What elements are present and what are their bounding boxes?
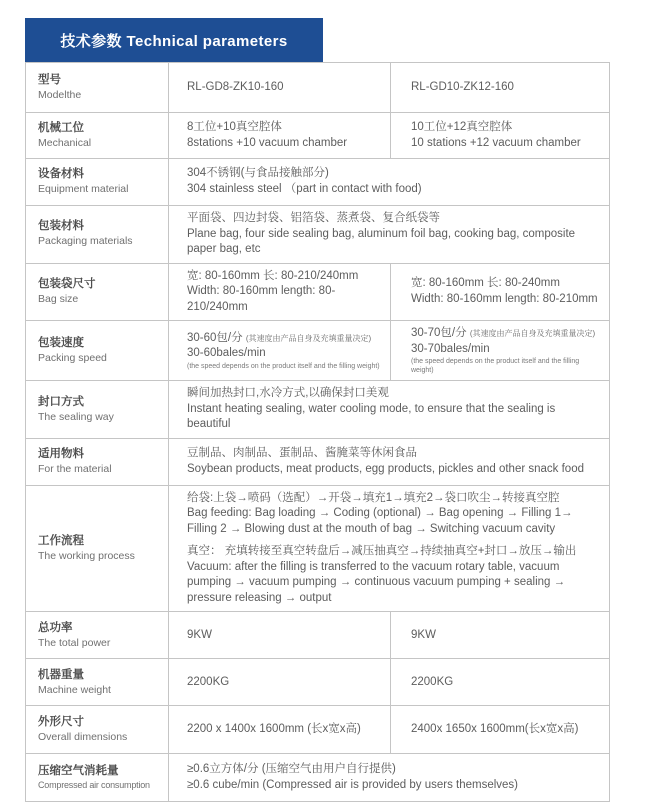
row-value-merged bbox=[169, 159, 610, 206]
label-en: Bag size bbox=[38, 292, 79, 305]
value-zh: 豆制品、肉制品、蛋制品、酱腌菜等休闲食品 bbox=[187, 447, 417, 460]
row-label bbox=[26, 263, 169, 321]
row-value-merged bbox=[169, 754, 610, 802]
label-en: The working process bbox=[38, 549, 135, 562]
value-text: 2200KG bbox=[187, 675, 230, 688]
label-en: For the material bbox=[38, 463, 112, 475]
label-zh: 机器重量 bbox=[38, 668, 84, 681]
row-value-merged bbox=[169, 485, 610, 612]
section-title-bar bbox=[25, 18, 323, 62]
value-en: 10 stations +12 vacuum chamber bbox=[411, 136, 581, 149]
label-zh: 总功率 bbox=[38, 621, 73, 634]
process-vacuum-zh: 真空： 充填转接至真空转盘后→减压抽真空→持续抽真空+封口→放压→输出 bbox=[187, 545, 577, 558]
row-value-col1 bbox=[169, 706, 391, 754]
row-value-col2 bbox=[391, 659, 610, 706]
row-label bbox=[26, 612, 169, 659]
label-zh: 包装袋尺寸 bbox=[38, 278, 96, 291]
value-text: 2400x 1650x 1600mm(长x宽x高) bbox=[411, 723, 579, 736]
label-en: Machine weight bbox=[38, 683, 111, 696]
value-text: 9KW bbox=[187, 628, 212, 641]
table-row-overall-dimensions bbox=[26, 706, 610, 754]
table-row-equipment-material bbox=[26, 159, 610, 206]
value-en: Width: 80-160mm length: 80-210mm bbox=[411, 292, 598, 305]
label-en: Packaging materials bbox=[38, 235, 133, 248]
row-label bbox=[26, 63, 169, 113]
process-vacuum-en: Vacuum: after the filling is transferred to the vacuum rotary table, vacuum pumping → vacuum pumping → continuous vacuum pumping + sealing → pressure releasing → output bbox=[187, 560, 566, 604]
label-zh: 包装材料 bbox=[38, 220, 84, 233]
table-row-model bbox=[26, 63, 610, 113]
label-zh: 压缩空气消耗量 bbox=[38, 765, 119, 778]
value-zh: 8工位+10真空腔体 bbox=[187, 120, 282, 133]
row-label bbox=[26, 321, 169, 381]
row-label bbox=[26, 706, 169, 754]
label-zh: 型号 bbox=[38, 73, 61, 86]
label-zh: 机械工位 bbox=[38, 121, 84, 134]
label-zh: 适用物料 bbox=[38, 448, 84, 461]
row-value-merged bbox=[169, 206, 610, 264]
label-en: Overall dimensions bbox=[38, 731, 128, 744]
row-label bbox=[26, 754, 169, 802]
row-value-col1 bbox=[169, 321, 391, 381]
table-row-machine-weight bbox=[26, 659, 610, 706]
value-en: Plane bag, four side sealing bag, aluminum foil bag, cooking bag, composite paper bag, etc bbox=[187, 227, 576, 256]
row-value-col1 bbox=[169, 263, 391, 321]
value-en: 30-60bales/min bbox=[187, 347, 266, 360]
row-value-col1 bbox=[169, 63, 391, 113]
label-zh: 设备材料 bbox=[38, 168, 84, 181]
row-label bbox=[26, 159, 169, 206]
value-zh: 瞬间加热封口,水冷方式,以确保封口美观 bbox=[187, 387, 389, 400]
table-row-for-material bbox=[26, 438, 610, 485]
row-value-col2 bbox=[391, 63, 610, 113]
label-zh: 外形尺寸 bbox=[38, 716, 84, 729]
row-value-col2 bbox=[391, 612, 610, 659]
table-row-mechanical bbox=[26, 113, 610, 159]
value-en: Soybean products, meat products, egg products, pickles and other snack food bbox=[187, 462, 584, 475]
value-note-zh: (其速度由产品自身及充填重量决定) bbox=[469, 329, 596, 339]
value-en: Width: 80-160mm length: 80-210/240mm bbox=[187, 285, 336, 313]
value-zh: ≥0.6立方体/分 (压缩空气由用户自行提供) bbox=[187, 763, 396, 776]
value-zh: 304不锈钢(与食品接触部分) bbox=[187, 167, 329, 180]
value-zh: 宽: 80-160mm 长: 80-210/240mm bbox=[187, 269, 359, 282]
section-title: 技术参数 Technical parameters bbox=[60, 32, 288, 50]
row-value-col2 bbox=[391, 263, 610, 321]
value-en: 304 stainless steel （part in contact with food) bbox=[187, 183, 422, 195]
value-en: 8stations +10 vacuum chamber bbox=[187, 136, 348, 149]
label-en: Packing speed bbox=[38, 351, 107, 364]
process-bag-feeding-zh: 给袋:上袋→喷码（选配）→开袋→填充1→填充2→袋口吹尘→转接真空腔 bbox=[187, 491, 560, 504]
label-zh: 包装速度 bbox=[38, 336, 84, 349]
label-en: Modelthe bbox=[38, 88, 82, 101]
value-text: 2200KG bbox=[411, 675, 454, 688]
table-row-compressed-air bbox=[26, 754, 610, 802]
row-value-merged bbox=[169, 381, 610, 439]
value-main: 30-70包/分 bbox=[411, 327, 467, 340]
row-label bbox=[26, 438, 169, 485]
value-main: 30-60包/分 bbox=[187, 331, 243, 344]
value-en: Instant heating sealing, water cooling mode, to ensure that the sealing is beautiful bbox=[187, 402, 556, 431]
value-zh: 10工位+12真空腔体 bbox=[411, 120, 513, 133]
value-en: 30-70bales/min bbox=[411, 342, 490, 355]
row-value-col1 bbox=[169, 113, 391, 159]
table-row-bag-size bbox=[26, 263, 610, 321]
process-bag-feeding-en: Bag feeding: Bag loading → Coding (optional) → Bag opening → Filling 1→ Filling 2 → Blowing dust at the mouth of bag → Switching vacuum cavity bbox=[187, 507, 573, 535]
row-label bbox=[26, 485, 169, 612]
row-value-merged bbox=[169, 438, 610, 485]
row-label bbox=[26, 206, 169, 264]
row-value-col1 bbox=[169, 659, 391, 706]
row-label bbox=[26, 113, 169, 159]
value-text: 2200 x 1400x 1600mm (长x宽x高) bbox=[187, 723, 361, 736]
parameters-table bbox=[25, 62, 610, 802]
table-row-packing-speed bbox=[26, 321, 610, 381]
label-zh: 工作流程 bbox=[38, 534, 84, 547]
label-en: The total power bbox=[38, 636, 111, 649]
value-text: RL-GD8-ZK10-160 bbox=[187, 80, 284, 93]
table-row-packaging-materials bbox=[26, 206, 610, 264]
row-label bbox=[26, 659, 169, 706]
value-zh: 平面袋、四边封袋、铝箔袋、蒸煮袋、复合纸袋等 bbox=[187, 212, 440, 224]
label-en: Equipment material bbox=[38, 183, 129, 196]
table-row-total-power bbox=[26, 612, 610, 659]
table-row-sealing-way bbox=[26, 381, 610, 439]
label-en: Compressed air consumption bbox=[38, 780, 150, 791]
row-value-col2 bbox=[391, 113, 610, 159]
label-zh: 封口方式 bbox=[38, 395, 84, 408]
value-text: 9KW bbox=[411, 628, 436, 641]
value-en: ≥0.6 cube/min (Compressed air is provided by users themselves) bbox=[187, 778, 519, 791]
row-value-col2 bbox=[391, 321, 610, 381]
value-note-zh: (其速度由产品自身及充填重量决定) bbox=[245, 333, 372, 343]
value-text: RL-GD10-ZK12-160 bbox=[411, 80, 514, 93]
value-zh: 宽: 80-160mm 长: 80-240mm bbox=[411, 277, 560, 290]
label-en: Mechanical bbox=[38, 136, 92, 149]
value-note-en: (the speed depends on the product itself and the filling weight) bbox=[411, 358, 580, 375]
label-en: The sealing way bbox=[38, 410, 114, 423]
table-row-working-process bbox=[26, 485, 610, 612]
row-value-col1 bbox=[169, 612, 391, 659]
row-label bbox=[26, 381, 169, 439]
value-note-en: (the speed depends on the product itself and the filling weight) bbox=[187, 362, 380, 370]
row-value-col2 bbox=[391, 706, 610, 754]
